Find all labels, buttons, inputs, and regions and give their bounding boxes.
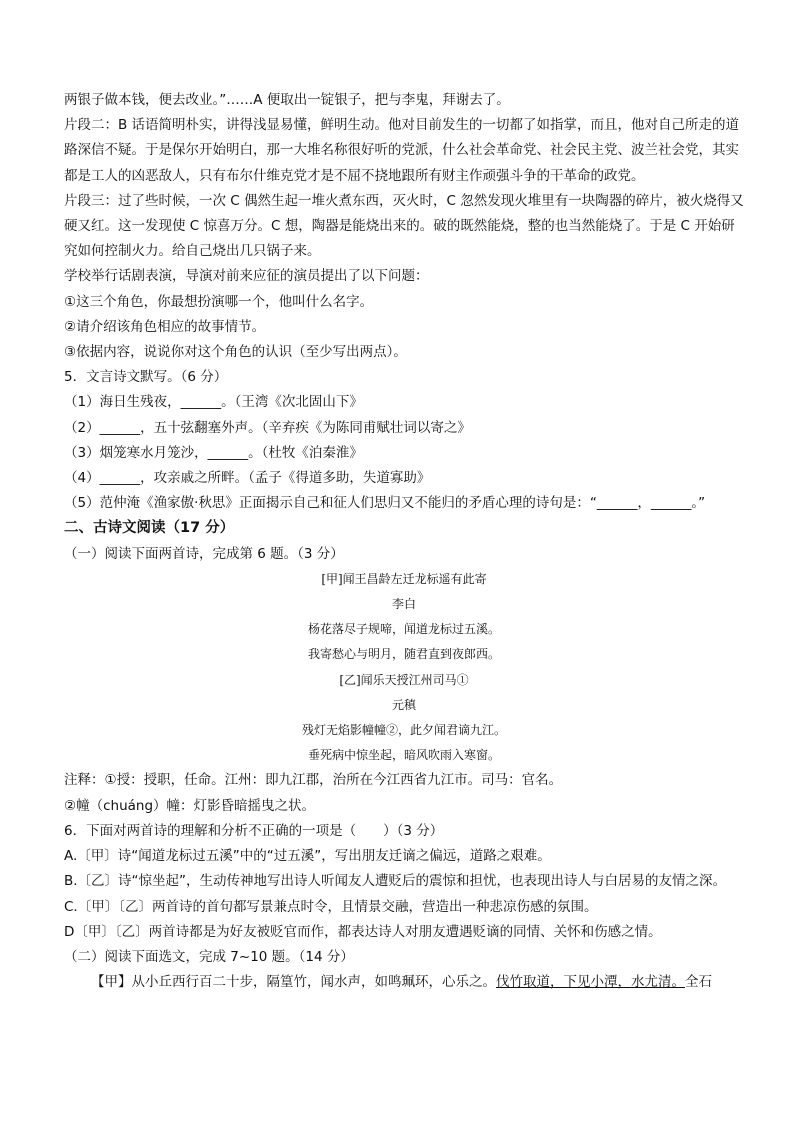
poem-2-author: 元稹 xyxy=(391,697,416,712)
question-intro: 学校举行话剧表演，导演对前来应征的演员提出了以下问题： xyxy=(64,268,429,285)
text-line: 两银子做本钱，便去改业。”……A 便取出一锭银子，把与李鬼，拜谢去了。 xyxy=(64,92,510,108)
recitation-item-1: （1）海日生残夜，______。（王湾《次北固山下》 xyxy=(64,394,363,411)
passage-jia xyxy=(64,970,744,995)
passage-jia-tail: 全石 xyxy=(685,974,712,991)
section-heading: 二、古诗文阅读（17 分） xyxy=(64,520,235,537)
fragment-two: 片段二：B 话语简明朴实，讲得浅显易懂，鲜明生动。他对目前发生的一切都了如指掌，而且，他对自己所走的道路深信不疑。于是保尔开始明白，那一大堆名称很好听的党派，什么社会革命党、社会民主党、波兰社会党，其实都是工人的凶恶敌人，只有布尔什维克党才是不屈不挠地跟所有财主作顽强斗争的干革命的政党。 xyxy=(64,117,740,184)
annotation-2: ②幢（chuáng）幢：灯影昏暗摇曳之状。 xyxy=(64,797,316,814)
question-item-3: ③依据内容，说说你对这个角色的认识（至少写出两点）。 xyxy=(64,344,407,361)
question-item-1: ①这三个角色，你最想扮演哪一个，他叫什么名字。 xyxy=(64,293,374,310)
recitation-item-3: （3）烟笼寒水月笼沙，______。（杜牧《泊秦淮》 xyxy=(64,444,363,461)
subsection-title: （一）阅读下面两首诗，完成第 6 题。（3 分） xyxy=(64,545,344,562)
option-d: D〔甲〕〔乙〕两首诗都是为好友被贬官而作，都表达诗人对朋友遭遇贬谪的同情、关怀和伤感之情。 xyxy=(64,923,662,940)
question-6-stem: 6．下面对两首诗的理解和分析不正确的一项是（ ）（3 分） xyxy=(64,822,444,839)
fragment-three: 片段三：过了些时候，一次 C 偶然生起一堆火煮东西，灭火时，C 忽然发现火堆里有一块陶器的碎片，被火烧得又硬又红。这一发现使 C 惊喜万分。C 想，陶器是能烧出来的。破的既然能烧，整的也当然能烧了。于是 C 开始研究如何控制火力。给自己烧出几只锅子来。 xyxy=(64,192,744,260)
subsection-title-2: （二）阅读下面选文，完成 7~10 题。（14 分） xyxy=(64,948,354,965)
poem-1-author: 李白 xyxy=(391,597,416,612)
poem-1-line-2: 我寄愁心与明月，随君直到夜郎西。 xyxy=(307,647,500,662)
poem-1-line-1: 杨花落尽子规啼，闻道龙标过五溪。 xyxy=(307,622,500,637)
document-page xyxy=(64,88,744,995)
poem-2-line-2: 垂死病中惊坐起，暗风吹雨入寒窗。 xyxy=(307,748,500,763)
passage-jia-underlined: 伐竹取道，下见小潭，水尤清。 xyxy=(496,974,685,991)
option-a: A.〔甲〕诗“闻道龙标过五溪”中的“过五溪”，写出朋友迁谪之偏远，道路之艰难。 xyxy=(64,848,551,865)
recitation-item-2: （2）______，五十弦翻塞外声。（辛弃疾《为陈同甫赋壮词以寄之》 xyxy=(64,419,471,436)
recitation-item-5: （5）范仲淹《渔家傲·秋思》正面揭示自己和征人们思归又不能归的矛盾心理的诗句是：“______，______。” xyxy=(64,495,706,512)
question-item-2: ②请介绍该角色相应的故事情节。 xyxy=(64,318,266,335)
option-c: C.〔甲〕〔乙〕两首诗的首句都写景兼点时令，且情景交融，营造出一种悲凉伤感的氛围。 xyxy=(64,898,598,915)
poem-2-line-1: 残灯无焰影幢幢②，此夕闻君谪九江。 xyxy=(301,723,506,738)
poem-2-title: [乙]闻乐天授江州司马① xyxy=(339,672,469,687)
passage-jia-text: 【甲】从小丘西行百二十步，隔篁竹，闻水声，如鸣珮环，心乐之。 xyxy=(91,974,496,991)
poem-1-title: [甲]闻王昌龄左迁龙标遥有此寄 xyxy=(321,571,487,586)
question-5-title: 5．文言诗文默写。（6 分） xyxy=(64,369,228,386)
option-b: B.〔乙〕诗“惊坐起”，生动传神地写出诗人听闻友人遭贬后的震惊和担忧，也表现出诗人与白居易的友情之深。 xyxy=(64,873,727,890)
annotation-1: 注释：①授：授职，任命。江州：即九江郡，治所在今江西省九江市。司马：官名。 xyxy=(64,772,563,789)
recitation-item-4: （4）______，攻亲戚之所畔。（孟子《得道多助，失道寡助》 xyxy=(64,470,431,487)
